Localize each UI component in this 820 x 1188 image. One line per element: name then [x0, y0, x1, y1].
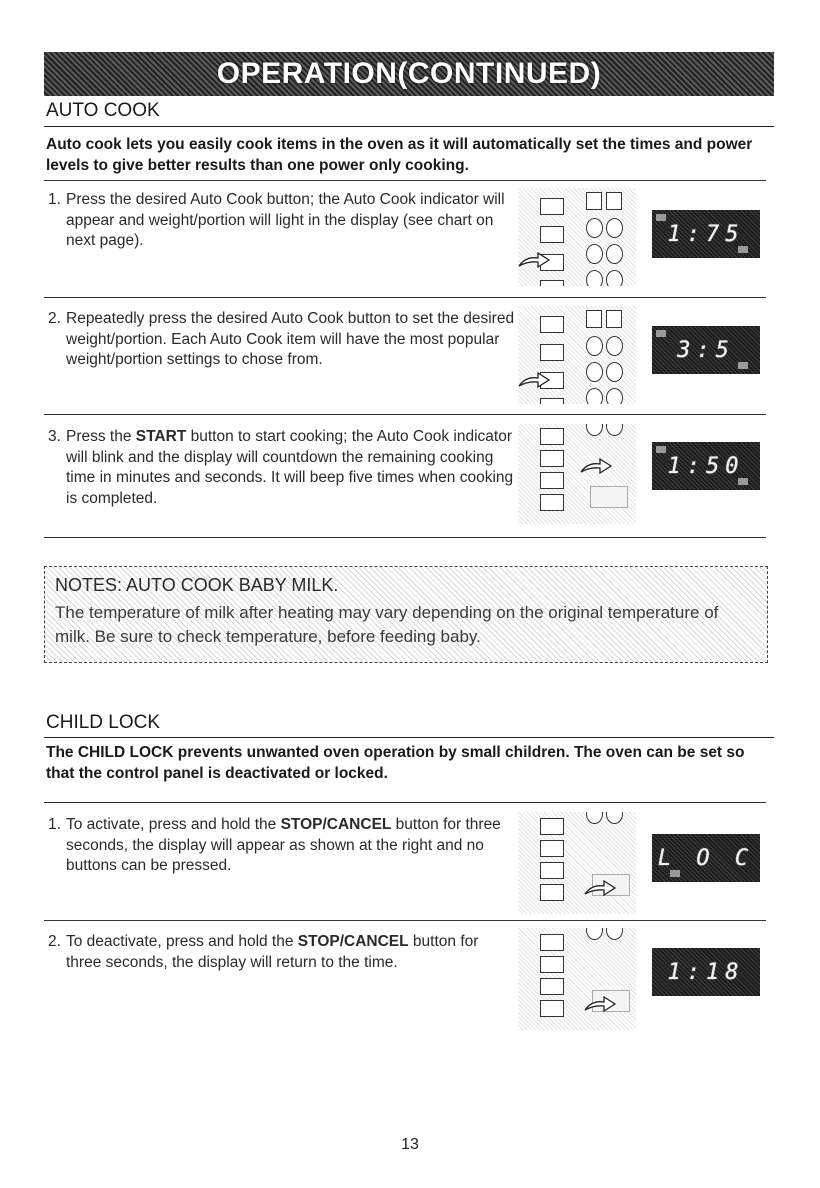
- notes-title: NOTES: AUTO COOK BABY MILK.: [55, 575, 339, 595]
- page-number: 13: [401, 1136, 419, 1153]
- auto-cook-step-3: [48, 427, 518, 509]
- stop-cancel-keyword: STOP/CANCEL: [280, 816, 392, 833]
- step-number: 3.: [48, 428, 61, 445]
- press-arrow-icon: [584, 878, 616, 898]
- press-arrow-icon: [584, 994, 616, 1014]
- step-number: 2.: [48, 933, 61, 950]
- divider: [44, 920, 766, 921]
- auto-cook-intro: Auto cook lets you easily cook items in the oven as it will automatically set the times and power levels to give better results than one power only cooking.: [46, 136, 753, 174]
- notes-box: [44, 566, 768, 663]
- child-lock-intro: The CHILD LOCK prevents unwanted oven operation by small children. The oven can be set so that the control panel is deactivated or locked.: [46, 744, 745, 782]
- divider: [44, 126, 774, 127]
- divider: [44, 537, 766, 538]
- step-text: Press the: [66, 428, 136, 445]
- press-arrow-icon: [518, 250, 550, 270]
- divider: [44, 414, 766, 415]
- auto-cook-title: AUTO COOK: [46, 100, 160, 121]
- display-readout: 1:75: [667, 221, 745, 247]
- divider: [44, 802, 766, 803]
- lcd-display: [652, 834, 760, 882]
- child-lock-title: CHILD LOCK: [46, 712, 161, 733]
- step-number: 1.: [48, 191, 61, 208]
- start-keyword: START: [135, 428, 187, 445]
- step-text: Press the desired Auto Cook button; the Auto Cook indicator will appear and weight/portion will light in the display (see chart on next page).: [66, 191, 505, 249]
- display-readout: 1:50: [667, 453, 745, 479]
- step-text: To activate, press and hold the: [66, 816, 281, 833]
- lcd-display: [652, 326, 760, 374]
- step-text: Repeatedly press the desired Auto Cook button to set the desired weight/portion. Each Auto Cook item will have the most popular weight/portion settings to chose from.: [66, 310, 515, 368]
- keypad-illustration: [518, 424, 636, 524]
- step-text: button to start cooking; the Auto Cook indicator will blink and the display will countdown the remaining cooking time in minutes and seconds. It will beep five times when cooking is completed.: [66, 428, 514, 507]
- keypad-illustration: [518, 928, 636, 1030]
- step-text: To deactivate, press and hold the: [66, 933, 298, 950]
- display-readout: 3:5: [677, 337, 735, 363]
- step-text: button for three seconds, the display will appear as shown at the right and no buttons can be pressed.: [66, 816, 501, 874]
- stop-cancel-keyword: STOP/CANCEL: [297, 933, 409, 950]
- banner-title: OPERATION(CONTINUED): [216, 57, 602, 90]
- auto-cook-step-2: [48, 309, 518, 371]
- notes-body: The temperature of milk after heating may vary depending on the original temperature of milk. Be sure to check temperature, before feeding baby.: [55, 603, 719, 646]
- press-arrow-icon: [518, 370, 550, 390]
- auto-cook-step-1: [48, 190, 518, 252]
- step-number: 2.: [48, 310, 61, 327]
- divider: [44, 297, 766, 298]
- keypad-illustration: [518, 306, 636, 404]
- display-readout: L O C: [657, 845, 755, 871]
- press-arrow-icon: [580, 456, 612, 476]
- step-text: button for three seconds, the display will return to the time.: [66, 933, 479, 971]
- display-readout: 1:18: [667, 959, 745, 985]
- step-number: 1.: [48, 816, 61, 833]
- child-lock-step-2: [48, 932, 518, 973]
- child-lock-step-1: [48, 815, 518, 877]
- keypad-illustration: [518, 188, 636, 286]
- lcd-display: [652, 948, 760, 996]
- divider: [44, 180, 766, 181]
- keypad-illustration: [518, 812, 636, 914]
- divider: [44, 737, 774, 738]
- lcd-display: [652, 210, 760, 258]
- section-banner: [44, 52, 774, 96]
- lcd-display: [652, 442, 760, 490]
